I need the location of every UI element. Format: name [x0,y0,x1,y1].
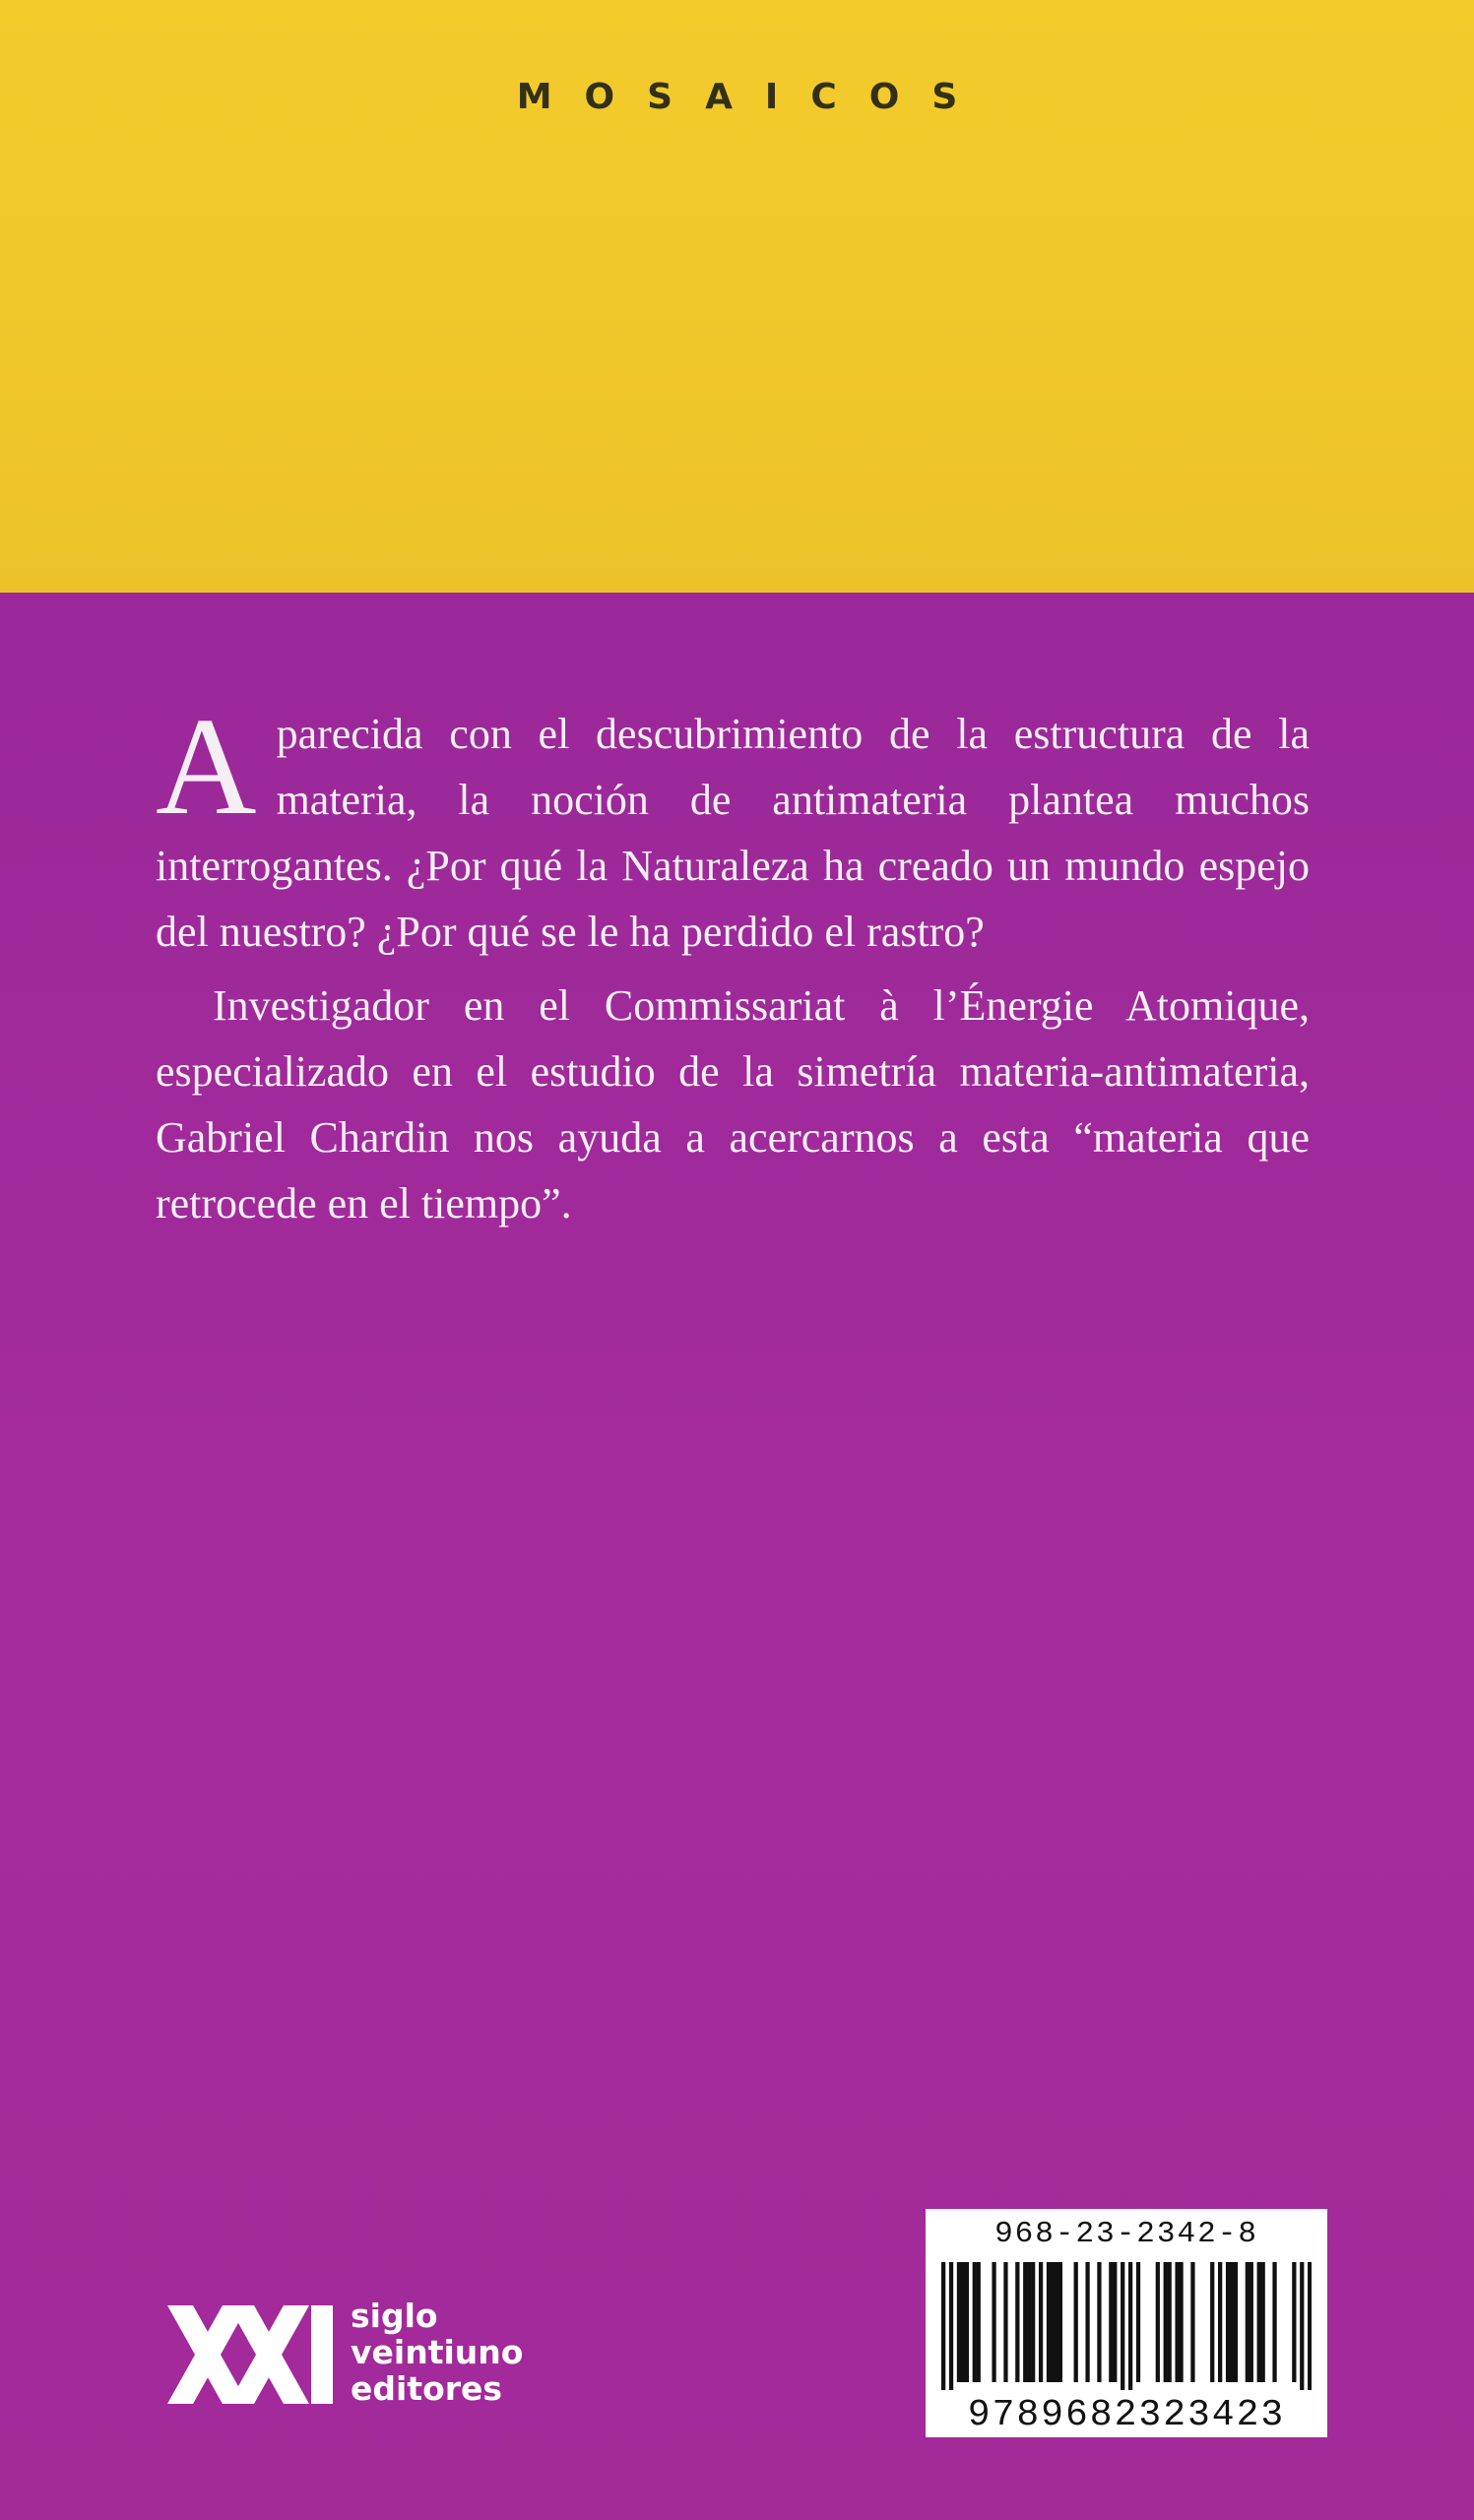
barcode-bar [1168,2262,1172,2382]
publisher-name-line-2: veintiuno [351,2333,524,2371]
barcode-bar [1039,2262,1043,2382]
barcode-bar [1051,2262,1055,2382]
barcode-bar [961,2262,965,2382]
series-title: MOSAICOS [516,77,991,117]
barcode-bar [1113,2262,1117,2382]
barcode-bar [949,2262,953,2390]
barcode-bar [1292,2262,1296,2382]
cover-blurb [156,688,1310,1236]
barcode-bar [1234,2262,1238,2382]
barcode-bar [1175,2262,1179,2382]
blurb-paragraph-1 [156,688,1310,965]
purple-body-panel [0,593,1474,2520]
barcode-bar [1097,2262,1101,2382]
barcode-bar [1121,2262,1124,2390]
barcode-bar [1300,2262,1304,2390]
barcode-bar [1226,2262,1230,2382]
isbn-10-label: 968-23-2342-8 [994,2217,1258,2251]
publisher-name-line-3: editores [351,2369,503,2408]
barcode-bar [965,2262,969,2382]
barcode-bar [977,2262,981,2382]
barcode-bar [1250,2262,1253,2382]
barcode-bar [1055,2262,1058,2382]
barcode-bar [1085,2262,1089,2382]
barcode-bar [1156,2262,1160,2382]
barcode-bar [992,2262,995,2382]
barcode-bar [1230,2262,1234,2382]
barcode-bar [1023,2262,1027,2382]
barcode-bar [957,2262,961,2382]
drop-cap: A [156,688,257,844]
barcode-bar [1015,2262,1019,2382]
barcode-bar [941,2262,945,2390]
blurb-paragraph-1-text: parecida con el descubrimiento de la estructura de la materia, la noción de antimateria plantea muchos interrogantes. ¿Por qué la Naturaleza ha creado un mundo espejo del nuestro? ¿Por qué se le ha perdido el rastro? [156,710,1310,956]
barcode-bar [1027,2262,1031,2382]
blurb-paragraph-2: Investigador en el Commissariat à l’Énergie Atomique, especializado en el estudio de la simetría materia-antimateria, Gabriel Chardin nos ayuda a acercarnos a esta “materia que retrocede en el tiempo”. [156,981,1310,1228]
isbn-barcode [926,2209,1327,2437]
barcode-bar [1031,2262,1035,2382]
barcode-bar [1128,2262,1132,2390]
barcode-bar [1074,2262,1078,2382]
ean-13-label: 9789682323423 [967,2394,1286,2436]
barcode-bar [1136,2262,1140,2382]
barcode-bar [1272,2262,1276,2382]
barcode-bar [1190,2262,1194,2382]
publisher-imprint [167,2298,561,2435]
barcode-bars [941,2262,1312,2390]
barcode-bar [1218,2262,1222,2382]
barcode-bar [1058,2262,1062,2382]
siglo-xxi-logo-icon [167,2301,335,2410]
barcode-bar [1164,2262,1168,2382]
barcode-bar [1047,2262,1051,2382]
publisher-name-line-1: siglo [351,2297,438,2335]
barcode-bar [1003,2262,1007,2382]
barcode-bar [1109,2262,1113,2382]
barcode-bar [1257,2262,1261,2382]
barcode-bar [1261,2262,1265,2382]
yellow-header-band [0,0,1474,593]
barcode-bar [973,2262,977,2382]
barcode-bar [1246,2262,1250,2382]
barcode-bar [1308,2262,1312,2390]
barcode-bar [1210,2262,1214,2382]
publisher-name [351,2298,523,2407]
barcode-bar [1179,2262,1183,2382]
